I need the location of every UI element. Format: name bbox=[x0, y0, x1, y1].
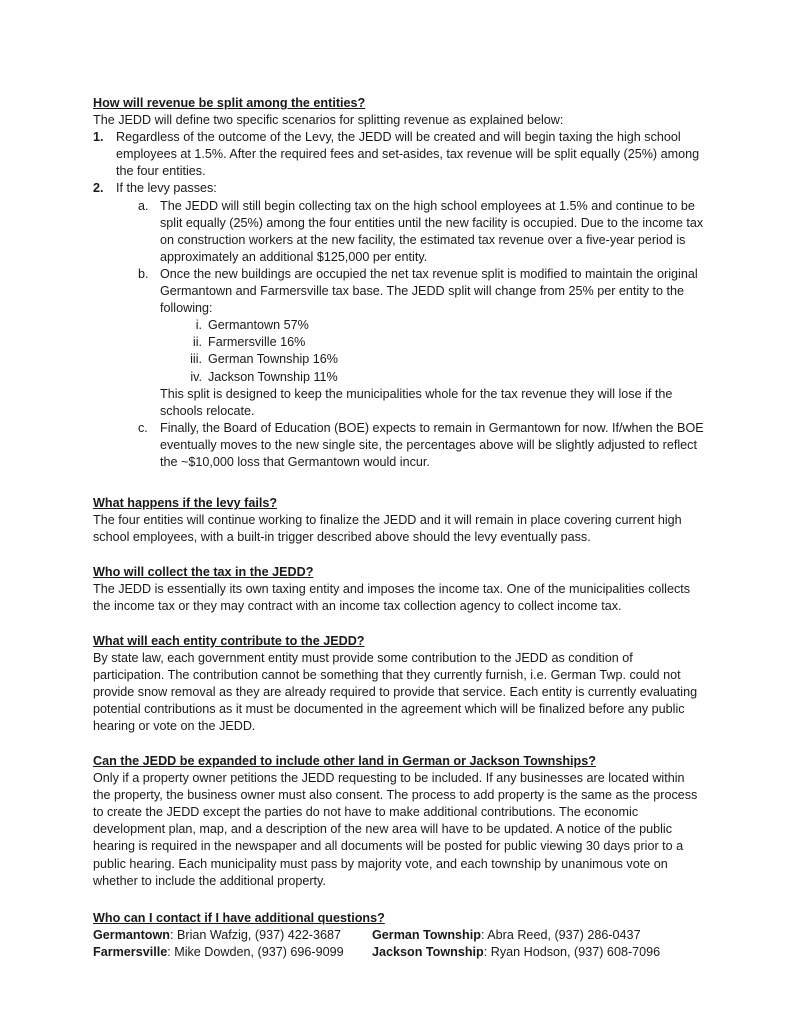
expand-section bbox=[93, 753, 705, 890]
contact-section bbox=[93, 910, 705, 961]
expand-heading: Can the JEDD be expanded to include other land in German or Jackson Townships? bbox=[93, 754, 596, 768]
scenario-1 bbox=[93, 129, 705, 180]
contact-entity: Farmersville bbox=[93, 945, 168, 960]
revenue-heading: How will revenue be split among the entities? bbox=[93, 96, 366, 110]
scenario-2a-text: The JEDD will still begin collecting tax on the high school employees at 1.5% and continue to be split equally (25%) among the four entities until the new facility is occupied. Due to the income tax on construction workers at the new facility, the estimated tax revenue over a five-year period is approximately an additional $125,000 per entity. bbox=[160, 198, 704, 264]
revenue-intro: The JEDD will define two specific scenarios for splitting revenue as explained below: bbox=[93, 113, 564, 128]
split-item-text: Germantown 57% bbox=[208, 318, 309, 333]
split-item-text: Jackson Township 11% bbox=[208, 369, 338, 384]
split-item-marker: ii. bbox=[192, 335, 202, 350]
scenario-2-marker: 2. bbox=[93, 181, 104, 196]
contact-detail: : Abra Reed, (937) 286-0437 bbox=[480, 928, 641, 943]
scenario-2c-marker: c. bbox=[138, 420, 148, 435]
expand-body: Only if a property owner petitions the JEDD requesting to be included. If any businesses are located within the property, the business owner must also consent. The process to add property is the same as the process to create the JEDD except the parties do not have to make additional contributions. The economic development plan, map, and a description of the new area will have to be updated. A notice of the public hearing is required in the newspaper and all documents will be posted for public viewing 30 days prior to a public hearing. Each municipality must pass by majority vote, and each township by unanimous vote on whether to include the additional property. bbox=[93, 771, 698, 888]
contact-detail: : Ryan Hodson, (937) 608-7096 bbox=[483, 945, 661, 960]
split-item-text: German Township 16% bbox=[208, 352, 338, 367]
scenario-2b bbox=[93, 266, 705, 317]
contribute-heading: What will each entity contribute to the JEDD? bbox=[93, 634, 365, 648]
contact-entry bbox=[372, 927, 641, 944]
split-item bbox=[93, 369, 705, 386]
split-note: This split is designed to keep the municipalities whole for the tax revenue they will lose if the schools relocate. bbox=[160, 386, 673, 418]
split-item-text: Farmersville 16% bbox=[208, 335, 306, 350]
scenario-2b-marker: b. bbox=[138, 266, 149, 281]
scenario-2c bbox=[93, 420, 705, 471]
contact-entity: German Township bbox=[372, 928, 481, 943]
contact-entry bbox=[93, 944, 372, 961]
contact-row bbox=[93, 927, 705, 944]
scenario-2-text: If the levy passes: bbox=[116, 181, 217, 196]
scenario-2c-text: Finally, the Board of Education (BOE) expects to remain in Germantown for now. If/when the BOE eventually moves to the new single site, the percentages above will be slightly adjusted to reflect the ~$10,000 loss that Germantown would incur. bbox=[160, 420, 704, 469]
scenario-1-text: Regardless of the outcome of the Levy, the JEDD will be created and will begin taxing the high school employees at 1.5%. After the required fees and set-asides, tax revenue will be split equally (25%) among the four entities. bbox=[116, 130, 700, 179]
split-item-marker: iv. bbox=[190, 369, 202, 384]
scenario-2 bbox=[93, 180, 705, 197]
contact-row bbox=[93, 944, 705, 961]
collect-tax-section bbox=[93, 564, 705, 615]
levy-fails-heading: What happens if the levy fails? bbox=[93, 496, 278, 510]
contact-entity: Jackson Township bbox=[372, 945, 484, 960]
split-item-marker: iii. bbox=[190, 352, 202, 367]
contribute-body: By state law, each government entity must provide some contribution to the JEDD as condition of participation. The contribution cannot be something that they currently furnish, i.e. German Twp. could not provide snow removal as they are already required to provide that service. Each entity is currently evaluating potential contributions as it must be documented in the agreement which will be finalized before any public hearing or vote on the JEDD. bbox=[93, 651, 698, 734]
levy-fails-body: The four entities will continue working to finalize the JEDD and it will remain in place covering current high school employees, with a built-in trigger described above should the levy eventually pass. bbox=[93, 513, 682, 545]
split-item bbox=[93, 334, 705, 351]
contact-detail: : Brian Wafzig, (937) 422-3687 bbox=[169, 928, 342, 943]
scenario-1-marker: 1. bbox=[93, 130, 104, 145]
scenario-2a-marker: a. bbox=[138, 198, 149, 213]
collect-tax-body: The JEDD is essentially its own taxing entity and imposes the income tax. One of the municipalities collects the income tax or they may contract with an income tax collection agency to collect income tax. bbox=[93, 582, 691, 614]
scenario-2b-text: Once the new buildings are occupied the net tax revenue split is modified to maintain the original Germantown and Farmersville tax base. The JEDD split will change from 25% per entity to the following: bbox=[160, 266, 698, 316]
revenue-section bbox=[93, 95, 705, 471]
contact-entity: Germantown bbox=[93, 928, 170, 943]
split-item bbox=[93, 351, 705, 368]
contact-detail: : Mike Dowden, (937) 696-9099 bbox=[167, 945, 344, 960]
collect-tax-heading: Who will collect the tax in the JEDD? bbox=[93, 565, 314, 579]
contact-entry bbox=[93, 927, 372, 944]
split-item bbox=[93, 317, 705, 334]
scenario-2a bbox=[93, 198, 705, 266]
contact-entry bbox=[372, 944, 660, 961]
contribute-section bbox=[93, 633, 705, 736]
levy-fails-section bbox=[93, 495, 705, 546]
split-item-marker: i. bbox=[195, 318, 202, 333]
contact-heading: Who can I contact if I have additional questions? bbox=[93, 911, 385, 925]
